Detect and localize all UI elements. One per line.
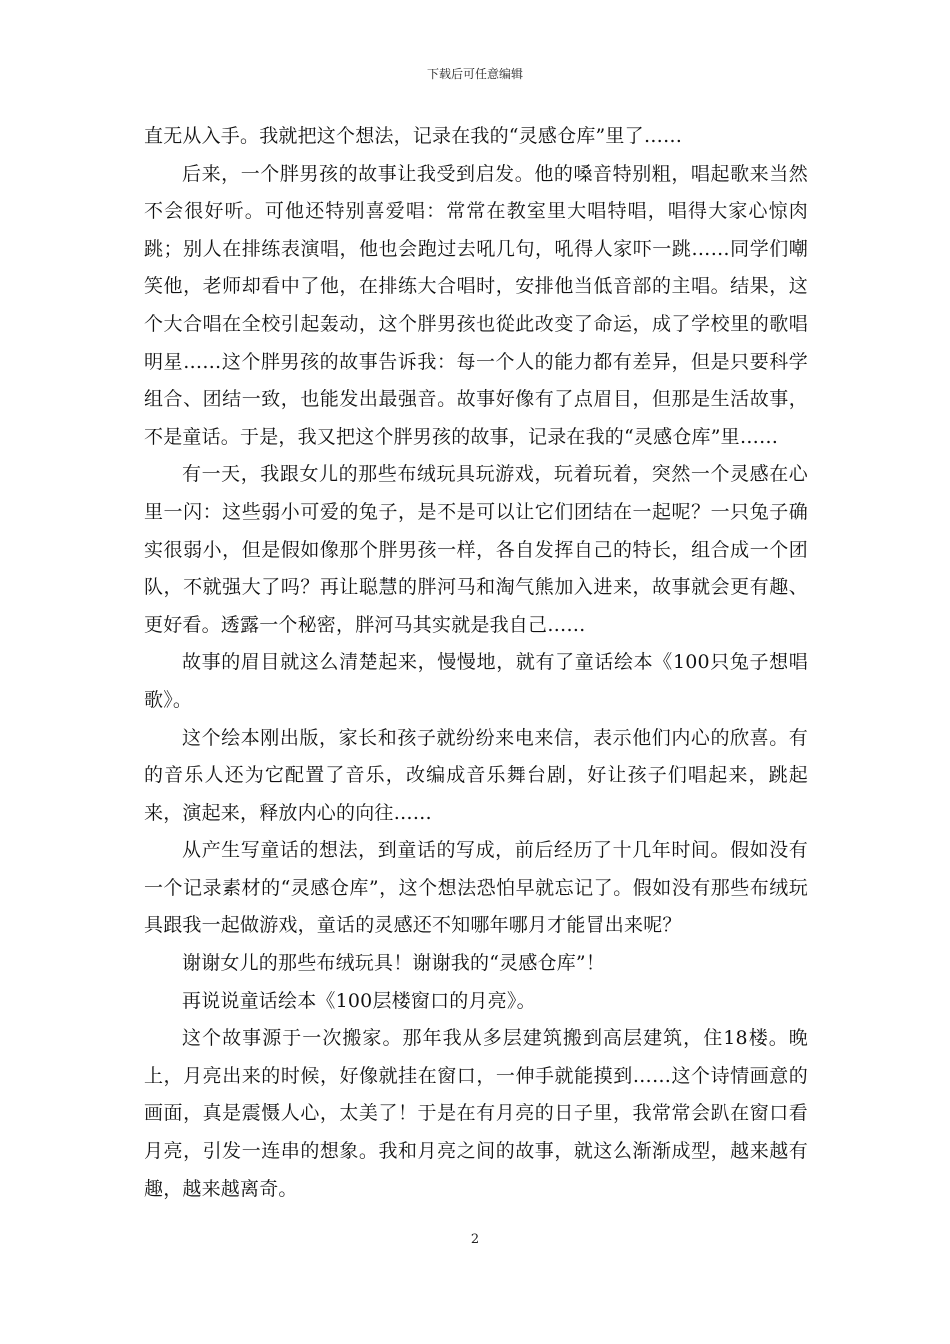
page-header: 下载后可任意编辑 [426,67,523,81]
document-body [144,118,808,1208]
paragraph-reader-response: 这个绘本刚出版，家长和孩子就纷纷来电来信，表示他们内心的欣喜。有的音乐人还为它配置了音乐，改编成音乐舞台剧，好让孩子们唱起来，跳起来，演起来，释放内心的向往…… [144,726,808,824]
paragraph-continuation: 直无从入手。我就把这个想法，记录在我的“灵感仓库”里了…… [144,125,683,147]
paragraph-plush-toys-inspiration: 有一天，我跟女儿的那些布绒玩具玩游戏，玩着玩着，突然一个灵感在心里一闪：这些弱小可爱的兔子，是不是可以让它们团结在一起呢？一只兔子确实很弱小，但是假如像那个胖男孩一样，各自发挥自己的特长，组合成一个团队，不就强大了吗？再让聪慧的胖河马和淘气熊加入进来，故事就会更有趣、更好看。透露一个秘密，胖河马其实就是我自己…… [144,463,808,636]
paragraph-inspiration-warehouse: 从产生写童话的想法，到童话的写成，前后经历了十几年时间。假如没有一个记录素材的“灵感仓库”，这个想法恐怕早就忘记了。假如没有那些布绒玩具跟我一起做游戏，童话的灵感还不知哪年哪月才能冒出来呢？ [144,839,808,937]
page-number: 2 [470,1232,480,1247]
paragraph-fat-boy-story: 后来，一个胖男孩的故事让我受到启发。他的嗓音特别粗，唱起歌来当然不会很好听。可他还特别喜爱唱：常常在教室里大唱特唱，唱得大家心惊肉跳；别人在排练表演唱，他也会跑过去吼几句，吼得人家吓一跳……同学们嘲笑他，老师却看中了他，在排练大合唱时，安排他当低音部的主唱。结果，这个大合唱在全校引起轰动，这个胖男孩也從此改变了命运，成了学校里的歌唱明星……这个胖男孩的故事告诉我：每一个人的能力都有差异，但是只要科学组合、团结一致，也能发出最强音。故事好像有了点眉目，但那是生活故事，不是童话。于是，我又把这个胖男孩的故事，记录在我的“灵感仓库”里…… [144,162,808,448]
paragraph-moon-book-intro: 再说说童话绘本《100层楼窗口的月亮》。 [182,989,536,1012]
paragraph-thanks: 谢谢女儿的那些布绒玩具！谢谢我的“灵感仓库”！ [182,952,606,975]
paragraph-rabbit-book: 故事的眉目就这么清楚起来，慢慢地，就有了童话绘本《100只兔子想唱歌》。 [144,651,808,711]
paragraph-moon-story: 这个故事源于一次搬家。那年我从多层建筑搬到高层建筑，住18楼。晚上，月亮出来的时候，好像就挂在窗口，一伸手就能摸到……这个诗情画意的画面，真是震慑人心，太美了！于是在有月亮的日子里，我常常会趴在窗口看月亮，引发一连串的想象。我和月亮之间的故事，就这么渐渐成型，越来越有趣，越来越离奇。 [144,1027,808,1200]
